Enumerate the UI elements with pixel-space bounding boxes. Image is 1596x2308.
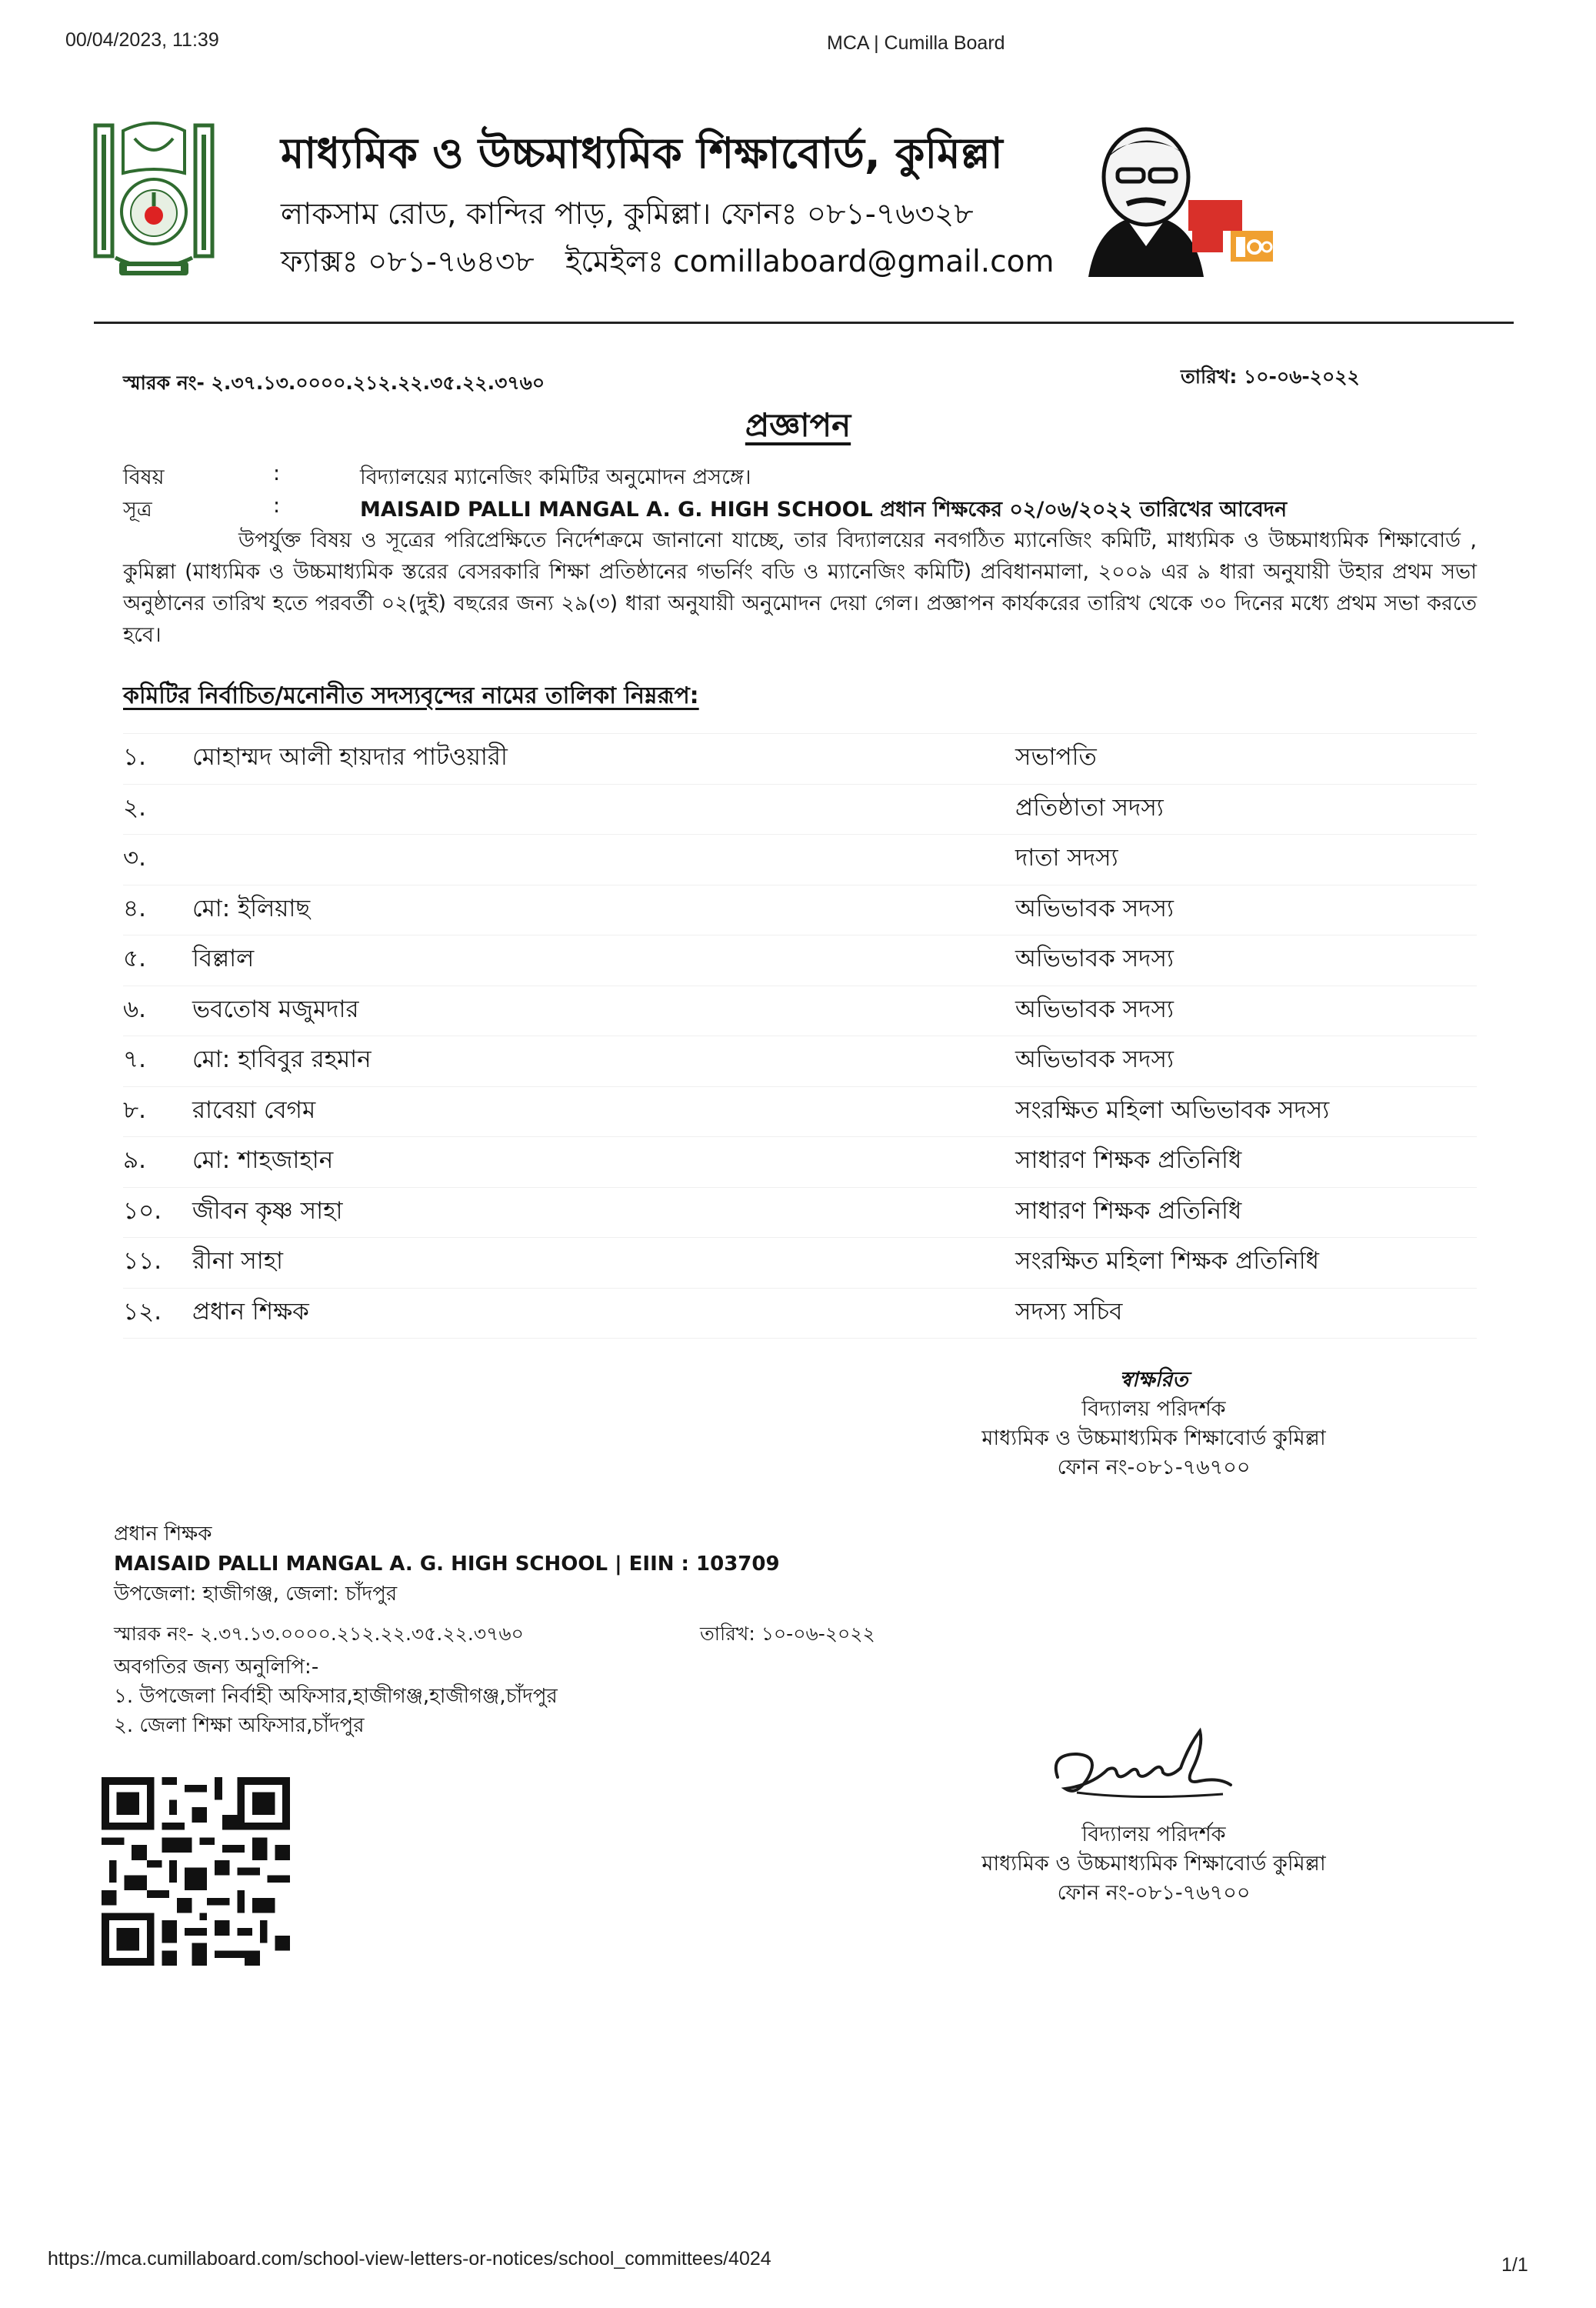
copy-item: ২. জেলা শিক্ষা অফিসার,চাঁদপুর xyxy=(114,1714,365,1737)
table-row xyxy=(123,1288,1477,1339)
signed-office: মাধ্যমিক ও উচ্চমাধ্যমিক শিক্ষাবোর্ড কুমিল্লা xyxy=(981,1426,1326,1450)
signed-block xyxy=(923,1366,1384,1483)
member-role: অভিভাবক সদস্য xyxy=(1015,936,1477,986)
bottom-office: মাধ্যমিক ও উচ্চমাধ্যমিক শিক্ষাবোর্ড কুমিল্লা xyxy=(981,1852,1326,1876)
table-row xyxy=(123,1187,1477,1238)
source-text: MAISAID PALLI MANGAL A. G. HIGH SCHOOL প্রধান শিক্ষকের ০২/০৬/২০২২ তারিখের আবেদন xyxy=(360,498,1288,522)
member-name: ভবতোষ মজুমদার xyxy=(192,986,1015,1036)
member-role: প্রতিষ্ঠাতা সদস্য xyxy=(1015,784,1477,835)
member-sn: ৬. xyxy=(123,986,192,1036)
recipient-ref-no: স্মারক নং- ২.৩৭.১৩.০০০০.২১২.২২.৩৫.২২.৩৭৬০ xyxy=(114,1623,524,1645)
board-fax: ফ্যাক্সঃ ০৮১-৭৬৪৩৮ xyxy=(281,245,535,279)
signed-label: স্বাক্ষরিত xyxy=(1119,1368,1188,1392)
signed-phone: ফোন নং-০৮১-৭৬৭০০ xyxy=(1057,1456,1251,1479)
copy-block xyxy=(114,1653,558,1740)
board-name: মাধ্যমিক ও উচ্চমাধ্যমিক শিক্ষাবোর্ড, কুমিল্লা xyxy=(281,128,1003,178)
print-datetime: 00/04/2023, 11:39 xyxy=(65,29,219,51)
member-role: অভিভাবক সদস্য xyxy=(1015,986,1477,1036)
source-label: সূত্র xyxy=(123,498,152,522)
member-sn: ৯. xyxy=(123,1137,192,1188)
member-sn: ৮. xyxy=(123,1086,192,1137)
table-row xyxy=(123,734,1477,785)
member-sn: ১০. xyxy=(123,1187,192,1238)
notice-body: উপর্যুক্ত বিষয় ও সূত্রের পরিপ্রেক্ষিতে নির্দেশক্রমে জানানো যাচ্ছে, তার বিদ্যালয়ের নবগঠিত ম্যানেজিং কমিটি, মাধ্যমিক ও উচ্চমাধ্যমিক শিক্ষাবোর্ড , কুমিল্লা (মাধ্যমিক ও উচ্চমাধ্যমিক স্তরের বেসরকারি শিক্ষা প্রতিষ্ঠানের গভর্নিং বডি ও ম্যানেজিং কমিটি) প্রবিধানমালা, ২০০৯ এর ৯ ধারা অনুযায়ী উহার প্রথম সভা অনুষ্ঠানের তারিখ হতে পরবর্তী ০২(দুই) বছরের জন্য ২৯(৩) ধারা অনুযায়ী অনুমোদন দেয়া গেল। প্রজ্ঞাপন কার্যকরের তারিখ থেকে ৩০ দিনের মধ্যে প্রথম সভা করতে হবে। xyxy=(123,529,1477,647)
copy-heading: অবগতির জন্য অনুলিপি:- xyxy=(114,1656,319,1679)
member-sn: ৭. xyxy=(123,1036,192,1087)
member-role: অভিভাবক সদস্য xyxy=(1015,885,1477,936)
copy-item: ১. উপজেলা নির্বাহী অফিসার,হাজীগঞ্জ,হাজীগঞ্জ,চাঁদপুর xyxy=(114,1685,558,1708)
member-role: দাতা সদস্য xyxy=(1015,835,1477,886)
member-name xyxy=(192,784,1015,835)
committee-table xyxy=(123,733,1477,1339)
table-row xyxy=(123,936,1477,986)
table-row xyxy=(123,1238,1477,1289)
member-role: সদস্য সচিব xyxy=(1015,1288,1477,1339)
subject-label: বিষয় xyxy=(123,465,165,489)
member-role: সাধারণ শিক্ষক প্রতিনিধি xyxy=(1015,1137,1477,1188)
bottom-sign-block xyxy=(923,1820,1384,1908)
memo-date: তারিখ: ১০-০৬-২০২২ xyxy=(1181,365,1360,388)
recipient-to: প্রধান শিক্ষক xyxy=(114,1523,212,1546)
member-sn: ৪. xyxy=(123,885,192,936)
member-name: মো: শাহজাহান xyxy=(192,1137,1015,1188)
mujib-100-portrait-icon xyxy=(1073,123,1281,285)
board-email: ইমেইলঃ comillaboard@gmail.com xyxy=(565,245,1055,279)
header-divider xyxy=(94,322,1514,324)
member-name: মো: ইলিয়াছ xyxy=(192,885,1015,936)
memo-ref-no: স্মারক নং- ২.৩৭.১৩.০০০০.২১২.২২.৩৫.২২.৩৭৬০ xyxy=(123,372,545,394)
qr-code-icon xyxy=(102,1777,290,1966)
handwritten-signature-icon xyxy=(1046,1723,1246,1808)
recipient-block xyxy=(114,1519,780,1609)
subject-colon: : xyxy=(273,462,281,485)
table-row xyxy=(123,1086,1477,1137)
member-name xyxy=(192,835,1015,886)
member-role: সভাপতি xyxy=(1015,734,1477,785)
recipient-date: তারিখ: ১০-০৬-২০২২ xyxy=(700,1623,875,1645)
signed-designation: বিদ্যালয় পরিদর্শক xyxy=(1081,1397,1226,1421)
table-row xyxy=(123,835,1477,886)
member-sn: ১. xyxy=(123,734,192,785)
table-row xyxy=(123,784,1477,835)
member-sn: ১২. xyxy=(123,1288,192,1339)
table-row xyxy=(123,986,1477,1036)
member-name: মোহাম্মদ আলী হায়দার পাটওয়ারী xyxy=(192,734,1015,785)
print-url: https://mca.cumillaboard.com/school-view-letters-or-notices/school_committees/4024 xyxy=(48,2248,771,2270)
member-role: সংরক্ষিত মহিলা অভিভাবক সদস্য xyxy=(1015,1086,1477,1137)
board-crest-icon xyxy=(92,119,215,285)
member-sn: ২. xyxy=(123,784,192,835)
member-sn: ৩. xyxy=(123,835,192,886)
print-site-title: MCA | Cumilla Board xyxy=(827,32,1005,54)
subject-text: বিদ্যালয়ের ম্যানেজিং কমিটির অনুমোদন প্রসঙ্গে। xyxy=(360,465,751,489)
recipient-location: উপজেলা: হাজীগঞ্জ, জেলা: চাঁদপুর xyxy=(114,1583,398,1606)
table-row xyxy=(123,1036,1477,1087)
member-name: রীনা সাহা xyxy=(192,1238,1015,1289)
member-name: প্রধান শিক্ষক xyxy=(192,1288,1015,1339)
board-address: লাকসাম রোড, কান্দির পাড়, কুমিল্লা। ফোনঃ ০৮১-৭৬৩২৮ xyxy=(281,197,974,232)
committee-heading: কমিটির নির্বাচিত/মনোনীত সদস্যবৃন্দের নামের তালিকা নিম্নরূপ: xyxy=(123,682,699,709)
source-colon: : xyxy=(273,494,281,518)
table-row xyxy=(123,1137,1477,1188)
member-role: সাধারণ শিক্ষক প্রতিনিধি xyxy=(1015,1187,1477,1238)
member-sn: ৫. xyxy=(123,936,192,986)
member-role: অভিভাবক সদস্য xyxy=(1015,1036,1477,1087)
member-role: সংরক্ষিত মহিলা শিক্ষক প্রতিনিধি xyxy=(1015,1238,1477,1289)
bottom-designation: বিদ্যালয় পরিদর্শক xyxy=(1081,1823,1226,1846)
recipient-school: MAISAID PALLI MANGAL A. G. HIGH SCHOOL | EIIN : 103709 xyxy=(114,1553,780,1576)
bottom-phone: ফোন নং-০৮১-৭৬৭০০ xyxy=(1057,1881,1251,1905)
member-name: রাবেয়া বেগম xyxy=(192,1086,1015,1137)
member-name: মো: হাবিবুর রহমান xyxy=(192,1036,1015,1087)
member-name: জীবন কৃষ্ণ সাহা xyxy=(192,1187,1015,1238)
member-sn: ১১. xyxy=(123,1238,192,1289)
table-row xyxy=(123,885,1477,936)
print-page-number: 1/1 xyxy=(1501,2254,1528,2276)
member-name: বিল্লাল xyxy=(192,936,1015,986)
notice-title: প্রজ্ঞাপন xyxy=(745,406,851,444)
